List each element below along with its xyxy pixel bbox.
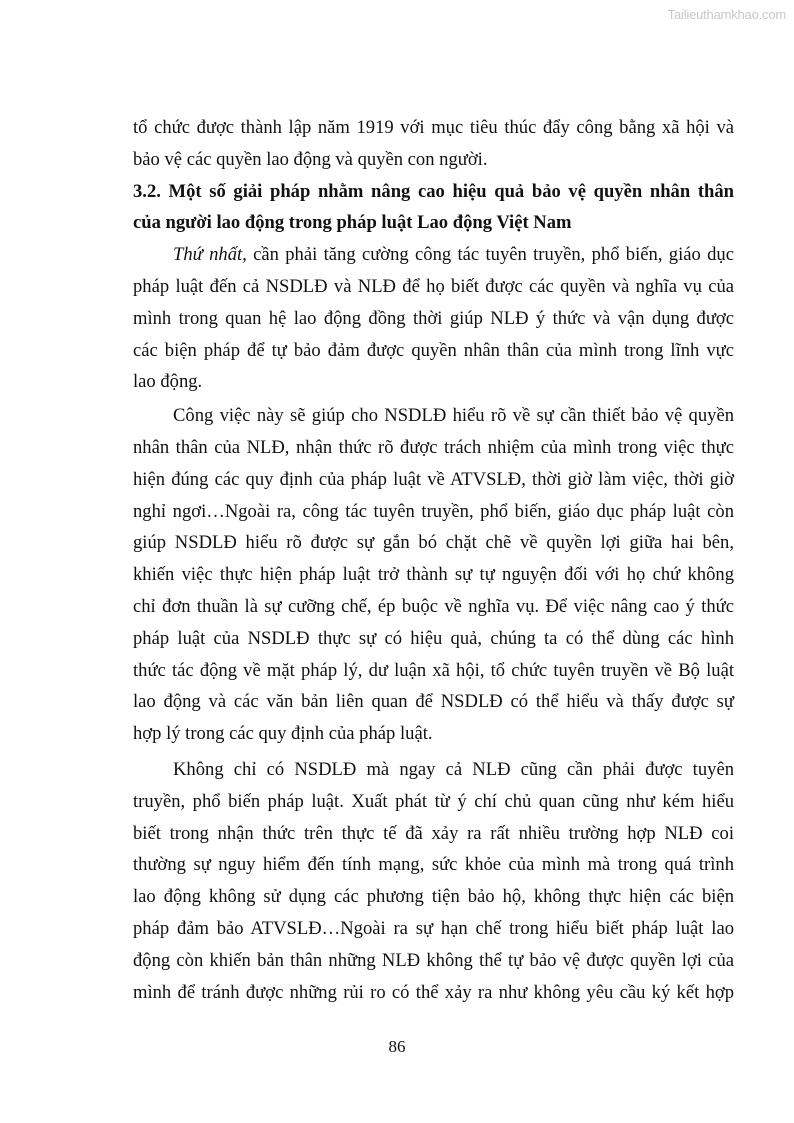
text-line: pháp luật đến cả NSDLĐ và NLĐ để họ biết được các quyền và nghĩa vụ của [133, 275, 734, 297]
paragraph-worker-awareness [133, 754, 734, 1008]
section-heading [133, 176, 734, 240]
text-line: thức tác động về mặt pháp lý, dư luận xã hội, tổ chức tuyên truyền về Bộ luật [133, 659, 734, 681]
paragraph-continuation [133, 112, 734, 176]
text-line: thường sự nguy hiểm đến tính mạng, sức khỏe của mình mà trong quá trình [133, 854, 734, 876]
heading-line: của người lao động trong pháp luật Lao động Việt Nam [133, 212, 572, 234]
page-number: 86 [388, 1037, 406, 1056]
text-line: nghỉ ngơi…Ngoài ra, công tác tuyên truyền, phổ biến, giáo dục pháp luật còn [133, 500, 734, 522]
document-body [133, 112, 734, 1008]
text-line: pháp luật của NSDLĐ thực sự có hiệu quả, chúng ta có thể dùng các hình [133, 627, 734, 649]
text-line: lao động và các văn bản liên quan để NSDLĐ có thể hiểu và thấy được sự [133, 691, 734, 713]
text-span: cần phải tăng cường công tác tuyên truyền, phổ biến, giáo dục [246, 244, 734, 266]
text-line: động còn khiến bản thân những NLĐ không thể tự bảo vệ được quyền lợi của [133, 949, 734, 971]
text-line: biết trong nhận thức trên thực tế đã xảy ra rất nhiều trường hợp NLĐ coi [133, 822, 734, 844]
text-line: mình để tránh được những rủi ro có thể xảy ra như không yêu cầu ký kết hợp [133, 981, 734, 1003]
text-line: tổ chức được thành lập năm 1919 với mục tiêu thúc đẩy công bằng xã hội và [133, 117, 734, 138]
paragraph-first-solution [133, 239, 734, 398]
text-line: khiến việc thực hiện pháp luật trở thành sự tự nguyện đối với họ chứ không [133, 564, 734, 586]
text-line: chỉ đơn thuần là sự cưỡng chế, ép buộc về nghĩa vụ. Để việc nâng cao ý thức [133, 595, 734, 617]
text-line: hiện đúng các quy định của pháp luật về ATVSLĐ, thời giờ làm việc, thời giờ [133, 468, 734, 490]
watermark: Tailieuthamkhao.com [667, 7, 786, 22]
text-line: lao động. [133, 371, 203, 393]
text-line [133, 239, 734, 271]
text-line: bảo vệ các quyền lao động và quyền con người. [133, 148, 488, 170]
lead-italic: Thứ nhất, [173, 244, 247, 266]
text-line: nhân thân của NLĐ, nhận thức rõ được trách nhiệm của mình trong việc thực [133, 436, 734, 458]
text-line: Không chỉ có NSDLĐ mà ngay cả NLĐ cũng cần phải được tuyên [173, 758, 734, 780]
text-line: lao động không sử dụng các phương tiện bảo hộ, không thực hiện các biện [133, 886, 734, 908]
text-line: pháp đảm bảo ATVSLĐ…Ngoài ra sự hạn chế trong hiểu biết pháp luật lao [133, 917, 734, 939]
text-line: giúp NSDLĐ hiểu rõ được sự gắn bó chặt chẽ về quyền lợi giữa hai bên, [133, 532, 734, 554]
heading-line: 3.2. Một số giải pháp nhằm nâng cao hiệu quả bảo vệ quyền nhân thân [133, 180, 734, 202]
text-line: truyền, phổ biến pháp luật. Xuất phát từ ý chí chủ quan cũng như kém hiểu [133, 790, 734, 812]
paragraph-employer-awareness [133, 400, 734, 750]
text-line: mình trong quan hệ lao động đồng thời giúp NLĐ ý thức và vận dụng được [133, 307, 734, 329]
text-line: các biện pháp để tự bảo đảm được quyền nhân thân của mình trong lĩnh vực [133, 339, 734, 361]
text-line: Công việc này sẽ giúp cho NSDLĐ hiểu rõ về sự cần thiết bảo vệ quyền [173, 405, 734, 427]
text-line: hợp lý trong các quy định của pháp luật. [133, 723, 433, 745]
